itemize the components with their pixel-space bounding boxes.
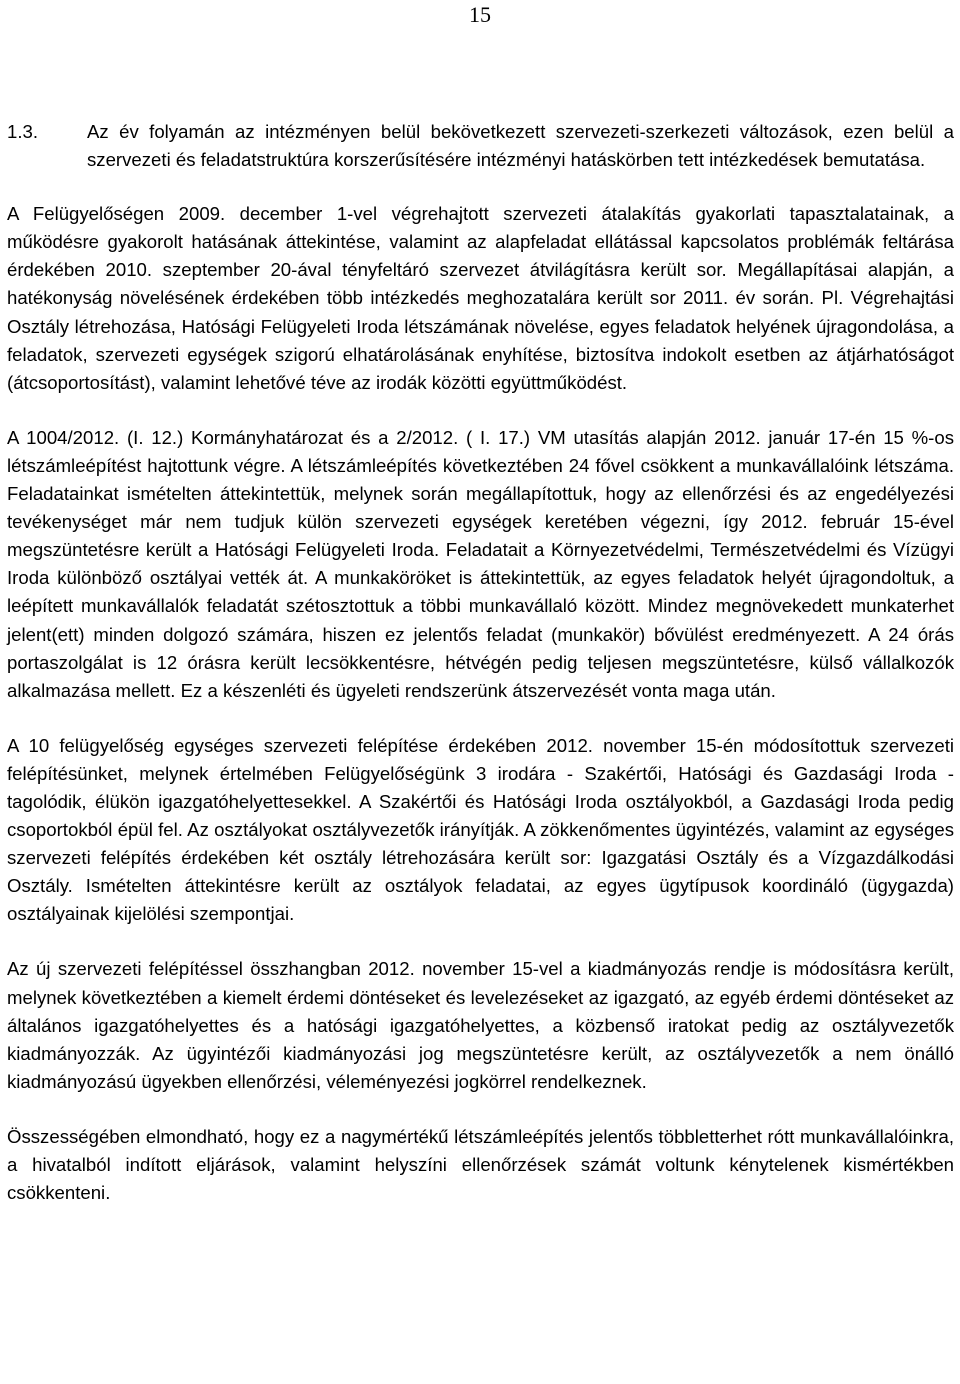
document-body [7, 118, 954, 1207]
paragraph-headcount-reduction-2012: A 1004/2012. (I. 12.) Kormányhatározat és a 2/2012. ( I. 17.) VM utasítás alapján 2012. január 17-én 15 %-os létszámleépítést hajtottunk végre. A létszámleépítés következtében 24 fővel csökkent a munkavállalóink létszáma. Feladatainkat ismételten áttekintettük, melynek során megállapítottuk, hogy az ellenőrzési és az engedélyezési tevékenységet már nem tudjuk külön szervezeti egységek keretében végezni, így 2012. február 15-ével megszüntetésre került a Hatósági Felügyeleti Iroda. Feladatait a Környezetvédelmi, Természetvédelmi és Vízügyi Iroda különböző osztályai vették át. A munkaköröket is áttekintettük, az egyes feladatok helyét újragondoltuk, a leépített munkavállalók feladatát szétosztottuk a többi munkavállaló között. Mindez megnövekedett munkaterhet jelent(ett) minden dolgozó számára, hiszen ez jelentős feladat (munkakör) bővülést eredményezett. A 24 órás portaszolgálat is 12 órásra került lecsökkentésre, hétvégén pedig teljesen megszüntetésre, külső vállalkozók alkalmazása mellett. Ez a készenléti és ügyeleti rendszerünk átszervezését vonta maga után. [7, 426, 954, 701]
section-title: Az év folyamán az intézményen belül bekövetkezett szervezeti-szerkezeti változások, ezen belül a szervezeti és feladatstruktúra korszerűsítésére intézményi hatáskörben tett intézkedések bemutatása. [87, 121, 954, 171]
section-heading [7, 118, 954, 174]
paragraph-unified-structure: A 10 felügyelőség egységes szervezeti felépítése érdekében 2012. november 15-én módosítottuk szervezeti felépítésünket, melynek értelmében Felügyelőségünk 3 irodára - Szakértői, Hatósági és Gazdasági Iroda - tagolódik, élükön igazgatóhelyettesekkel. A Szakértői és Hatósági Iroda osztályokból, a Gazdasági Iroda pedig csoportokból épül fel. Az osztályokat osztályvezetők irányítják. A zökkenőmentes ügyintézés, valamint az egységes szervezeti felépítés érdekében két osztály létrehozására került sor: Igazgatási Osztály és a Vízgazdálkodási Osztály. Ismételten áttekintésre került az osztályok feladatai, az egyes ügytípusok koordináló (ügygazda) osztályainak kijelölési szempontjai. [7, 734, 954, 925]
paragraph-summary: Összességében elmondható, hogy ez a nagymértékű létszámleépítés jelentős többletterhet rótt munkavállalóinkra, a hivatalból indított eljárások, valamint helyszíni ellenőrzések számát voltunk kénytelenek kismértékben csökkenteni. [7, 1125, 954, 1204]
paragraph-signing-authority: Az új szervezeti felépítéssel összhangban 2012. november 15-vel a kiadmányozás rendje is módosításra került, melynek következtében a kiemelt érdemi döntéseket és levelezéseket az igazgató, az egyéb érdemi döntéseket az általános igazgatóhelyettes és a hatósági igazgatóhelyettes, a közbenső iratokat pedig az osztályvezetők kiadmányozzák. Az ügyintézői kiadmányozási jog megszüntetésre került, az osztályvezetők a nem önálló kiadmányozású ügyekben ellenőrzési, véleményezési jogkörrel rendelkeznek. [7, 958, 954, 1092]
section-number: 1.3. [7, 121, 39, 142]
paragraph-reorganization-2009: A Felügyelőségen 2009. december 1-vel végrehajtott szervezeti átalakítás gyakorlati tapasztalatainak, a működésre gyakorolt hatásának áttekintése, valamint az alapfeladat ellátással kapcsolatos problémák feltárása érdekében 2010. szeptember 20-ával tényfeltáró szervezet átvilágításra került sor. Megállapításai alapján, a hatékonyság növelésének érdekében több intézkedés meghozatalára került sor 2011. év során. Pl. Végrehajtási Osztály létrehozása, Hatósági Felügyeleti Iroda létszámának növelése, egyes feladatok helyének újragondolása, a feladatok, szervezeti egységek szigorú elhatárolásának enyhítése, biztosítva indokolt esetben az átjárhatóságot (átcsoportosítást), valamint lehetővé téve az irodák közötti együttműködést. [7, 203, 954, 393]
page-number: 15 [469, 2, 491, 27]
